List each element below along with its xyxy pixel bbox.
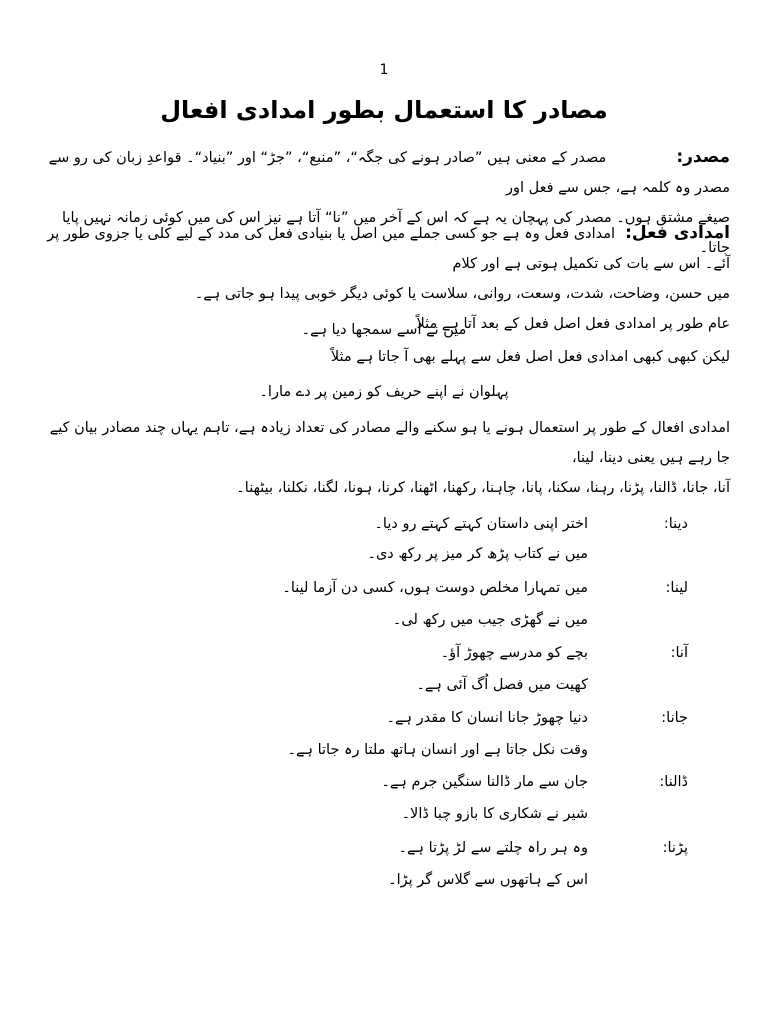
example-sentence-1: میں نے اسے سمجھا دیا ہے۔ (301, 322, 467, 338)
page-title: مصادر کا استعمال بطور امدادی افعال (160, 96, 608, 124)
example-word: لینا: (665, 580, 688, 596)
imdadi-line-2: میں حسن، وضاحت، شدت، وسعت، روانی، سلاست یا کوئی دیگر خوبی پیدا ہو جاتی ہے۔ (194, 286, 730, 302)
masdar-line-1 (40, 142, 730, 203)
example-sentence: شیر نے شکاری کا بازو چبا ڈالا۔ (401, 806, 588, 822)
example-word: پڑنا: (662, 840, 688, 856)
imdadi-line-3: عام طور پر امدادی فعل اصل فعل کے بعد آتا ہے مثلاً (416, 316, 730, 332)
page-number: 1 (379, 62, 389, 78)
example-sentence: اس کے ہاتھوں سے گلاس گر پڑا۔ (388, 872, 588, 888)
example-sentence: وہ ہر راہ چلتے سے لڑ پڑتا ہے۔ (398, 840, 588, 856)
example-sentence: بچے کو مدرسے چھوڑ آؤ۔ (440, 645, 588, 661)
example-sentence-2: پہلوان نے اپنے حریف کو زمین پر دے مارا۔ (259, 384, 509, 400)
example-sentence: میں تمہارا مخلص دوست ہوں، کسی دن آزما لینا۔ (282, 580, 588, 596)
example-word: دینا: (663, 516, 688, 532)
imdadi-line-4: لیکن کبھی کبھی امدادی فعل اصل فعل سے پہلے بھی آ جاتا ہے مثلاً (330, 349, 730, 365)
example-sentence: دنیا چھوڑ جانا انسان کا مقدر ہے۔ (386, 710, 588, 726)
example-word: آنا: (670, 645, 688, 661)
example-sentence: اختر اپنی داستان کہتے کہتے رو دیا۔ (374, 516, 588, 532)
example-sentence: میں نے گھڑی جیب میں رکھ لی۔ (392, 612, 588, 628)
example-sentence: کھیت میں فصل اُگ آئی ہے۔ (416, 677, 588, 693)
imdadi-text-1: امدادی فعل وہ ہے جو کسی جملے میں اصل یا بنیادی فعل کی مدد کے لیے کلی یا جزوی طور پر آئے۔ اس سے بات کی تکمیل ہوتی ہے اور کلام (47, 226, 730, 272)
example-sentence: میں نے کتاب پڑھ کر میز پر رکھ دی۔ (367, 546, 588, 562)
masdar-text-1: مصدر کے معنی ہیں ”صادر ہونے کی جگہ“، ”منبع“، ”جڑ“ اور ”بنیاد“۔ قواعدِ زبان کی رو سے مصدر وہ کلمہ ہے، جس سے فعل اور (48, 150, 730, 196)
imdadi-label: امدادی فعل: (625, 223, 730, 243)
example-word: ڈالنا: (659, 774, 688, 790)
example-sentence: وقت نکل جاتا ہے اور انسان ہاتھ ملتا رہ جاتا ہے۔ (287, 742, 588, 758)
imdadi-list-paragraph (40, 413, 730, 503)
imdadi-paragraph (40, 218, 730, 339)
masdar-label: مصدر: (676, 147, 730, 167)
imdadi-line-6: آنا، جانا، ڈالنا، پڑنا، رہنا، سکنا، پانا، چاہنا، رکھنا، اٹھنا، کرنا، ہونا، لگنا، نکلنا، بیٹھنا۔ (236, 480, 730, 496)
imdadi-line-1 (40, 218, 730, 279)
imdadi-line-4-block (40, 342, 730, 372)
masdar-line-2: صیغے مشتق ہوں۔ مصدر کی پہچان یہ ہے کہ اس کے آخر میں ”نا“ آتا ہے نیز اس کی میں کوئی زمانہ نہیں پایا جاتا۔ (62, 210, 730, 256)
example-sentence: جان سے مار ڈالنا سنگین جرم ہے۔ (381, 774, 588, 790)
example-word: جانا: (661, 710, 688, 726)
imdadi-line-5: امدادی افعال کے طور پر استعمال ہونے یا ہو سکنے والے مصادر کی تعداد زیادہ ہے، تاہم یہاں چند مصادر بیان کیے جا رہے ہیں یعنی دینا، لینا، (49, 420, 730, 466)
